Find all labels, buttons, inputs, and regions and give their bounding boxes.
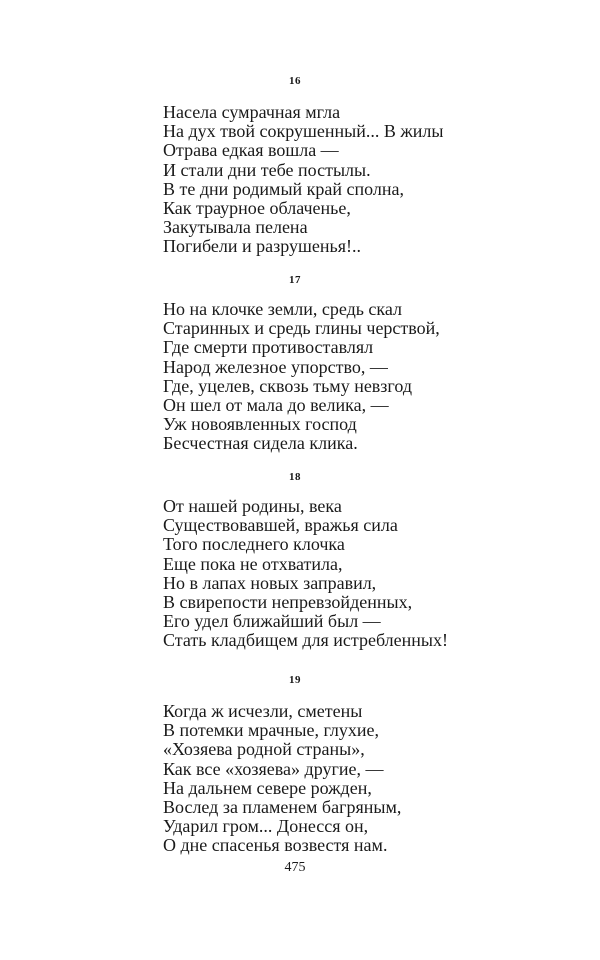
stanza-number: 19 [289, 674, 301, 686]
verse-line: Как траурное облаченье, [163, 198, 351, 219]
verse-line: Ударил гром... Донесся он, [163, 816, 369, 837]
verse-line: Уж новоявленных господ [163, 414, 357, 435]
verse-line: Бесчестная сидела клика. [163, 433, 358, 454]
stanza-number: 17 [289, 274, 301, 286]
verse-line: «Хозяева родной страны», [163, 739, 365, 760]
verse-line: Погибели и разрушенья!.. [163, 236, 361, 257]
stanza-number: 16 [289, 75, 301, 87]
verse-line: На дальнем севере рожден, [163, 777, 372, 798]
verse-line: В те дни родимый край сполна, [163, 178, 405, 199]
verse-line: Но на клочке земли, средь скал [163, 299, 403, 319]
verse-line: Когда ж исчезли, сметены [163, 701, 363, 721]
stanza-17 [163, 300, 493, 454]
verse-line: Того последнего клочка [163, 534, 345, 555]
verse-line: В свирепости непревзойденных, [163, 592, 413, 613]
verse-line: И стали дни тебе постылы. [163, 159, 371, 180]
page-number: 475 [284, 860, 306, 875]
verse-line: Насела сумрачная мгла [163, 102, 341, 122]
stanza-number: 18 [289, 471, 301, 483]
verse-line: Где смерти противоставлял [163, 337, 374, 358]
verse-line: От нашей родины, века [163, 496, 342, 516]
stanza-16 [163, 103, 493, 257]
verse-line: Его удел ближайший был — [163, 611, 381, 632]
verse-line: Как все «хозяева» другие, — [163, 758, 384, 779]
verse-line: На дух твой сокрушенный... В жилы [163, 121, 444, 142]
verse-line: Народ железное упорство, — [163, 356, 388, 377]
verse-line: В потемки мрачные, глухие, [163, 720, 380, 741]
verse-line: О дне спасенья возвестя нам. [163, 835, 388, 856]
verse-line: Он шел от мала до велика, — [163, 395, 389, 416]
verse-line: Еще пока не отхватила, [163, 553, 343, 574]
verse-line: Где, уцелев, сквозь тьму невзгод [163, 375, 412, 396]
verse-line: Старинных и средь глины черствой, [163, 318, 440, 339]
verse-line: Закутывала пелена [163, 217, 308, 238]
stanza-19 [163, 702, 493, 856]
verse-line: Стать кладбищем для истребленных! [163, 630, 449, 651]
verse-line: Существовавшей, вражья сила [163, 515, 398, 536]
stanza-18 [163, 497, 493, 651]
verse-line: Но в лапах новых заправил, [163, 572, 377, 593]
verse-line: Вослед за пламенем багряным, [163, 797, 402, 818]
verse-line: Отрава едкая вошла — [163, 140, 339, 161]
